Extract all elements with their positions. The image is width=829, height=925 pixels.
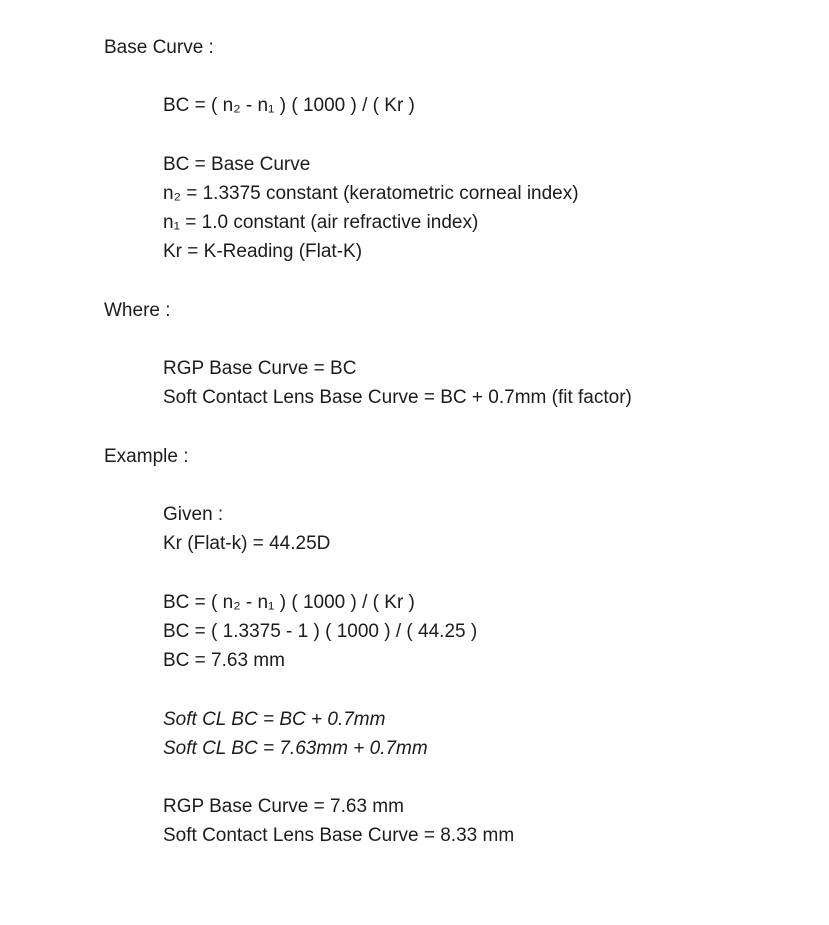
- section-where-heading: [104, 296, 789, 325]
- heading-example: Example :: [104, 445, 189, 467]
- result-rgp-base-curve: RGP Base Curve = 7.63 mm: [163, 796, 404, 818]
- section-soft-cl-calculation: [104, 705, 789, 763]
- section-given: [104, 500, 789, 558]
- result-soft-contact-lens: Soft Contact Lens Base Curve = 8.33 mm: [163, 825, 515, 847]
- section-variable-definitions: [104, 150, 789, 267]
- formula-base-curve: BC = ( n₂ - n₁ ) ( 1000 ) / ( Kr ): [163, 95, 415, 117]
- section-base-curve-formula: [104, 91, 789, 120]
- heading-base-curve: Base Curve :: [104, 37, 214, 58]
- rule-soft-contact-lens: Soft Contact Lens Base Curve = BC + 0.7mm (fit factor): [163, 387, 632, 409]
- definition-n1: n₁ = 1.0 constant (air refractive index): [163, 212, 479, 234]
- section-bc-calculation: [104, 588, 789, 676]
- definition-n2: n₂ = 1.3375 constant (keratometric corneal index): [163, 182, 579, 204]
- calc-formula: BC = ( n₂ - n₁ ) ( 1000 ) / ( Kr ): [163, 591, 415, 613]
- given-label: Given :: [163, 504, 224, 526]
- section-example-heading: [104, 442, 789, 471]
- rule-rgp-base-curve: RGP Base Curve = BC: [163, 358, 357, 380]
- section-base-curve-heading: [104, 33, 789, 62]
- soft-cl-substitution: Soft CL BC = 7.63mm + 0.7mm: [163, 737, 428, 759]
- calc-result: BC = 7.63 mm: [163, 650, 285, 672]
- definition-bc: BC = Base Curve: [163, 153, 311, 175]
- given-kr-value: Kr (Flat-k) = 44.25D: [163, 533, 331, 555]
- definition-kr: Kr = K-Reading (Flat-K): [163, 241, 363, 263]
- section-final-results: [104, 792, 789, 850]
- heading-where: Where :: [104, 299, 171, 321]
- calc-substitution: BC = ( 1.3375 - 1 ) ( 1000 ) / ( 44.25 ): [163, 620, 478, 642]
- section-where-rules: [104, 354, 789, 412]
- soft-cl-formula: Soft CL BC = BC + 0.7mm: [163, 708, 386, 730]
